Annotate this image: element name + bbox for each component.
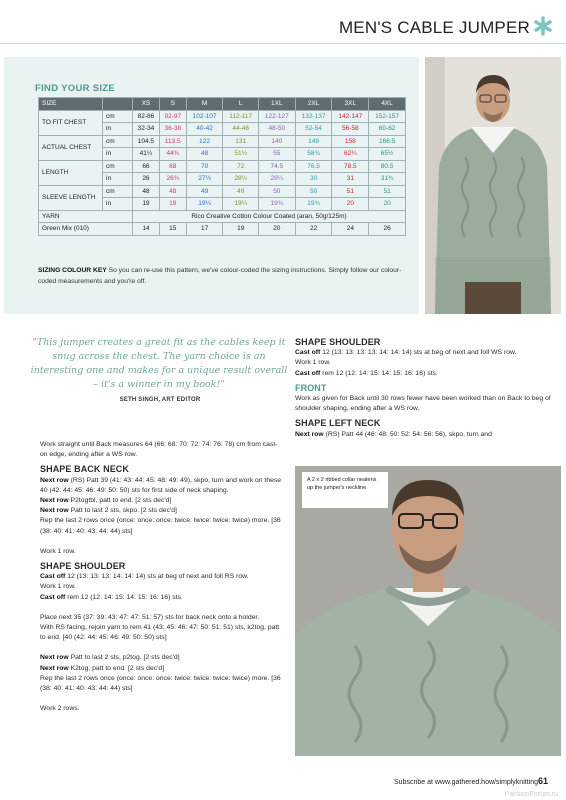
table-cell: 28¼	[223, 173, 258, 186]
table-cell: 122-127	[258, 110, 295, 123]
table-cell: 112-117	[223, 110, 258, 123]
row-label: ACTUAL CHEST	[39, 135, 103, 160]
table-cell: 19	[159, 198, 186, 211]
paragraph: Cast off 12 (13: 13: 13: 13: 14: 14: 14) sts at beg of next and foll WS row.	[295, 349, 517, 357]
table-cell: 22	[295, 223, 332, 236]
table-cell: 19¾	[258, 198, 295, 211]
sizing-colour-key	[38, 265, 410, 287]
table-cell: 74.5	[258, 160, 295, 173]
table-cell: 44¾	[159, 148, 186, 161]
table-header-cell: 3XL	[332, 98, 369, 111]
section-heading: SHAPE SHOULDER	[40, 561, 126, 572]
size-table	[38, 97, 406, 236]
table-cell: 31¾	[369, 173, 406, 186]
paragraph: Cast off rem 12 (12: 14: 15: 14: 15: 16: 16) sts.	[295, 369, 438, 377]
paragraph: Rep the last 2 rows once (once: once: once: twice: twice: twice: twice) more. [36 (38: 40: 41: 40: 43: 44: 44) sts]	[40, 517, 281, 535]
section-heading: FRONT	[295, 382, 327, 393]
table-cell: 51	[332, 185, 369, 198]
table-cell: 31	[332, 173, 369, 186]
table-cell: 62¼	[332, 148, 369, 161]
table-cell: 40-42	[186, 123, 223, 136]
table-cell: 68	[159, 160, 186, 173]
table-cell: 19	[223, 223, 258, 236]
table-cell: 15	[159, 223, 186, 236]
table-cell: 19¼	[186, 198, 223, 211]
table-cell: 113.5	[159, 135, 186, 148]
table-row	[39, 210, 406, 223]
paragraph: Next row Patt to last 2 sts, skpo. [2 sts dec'd]	[40, 507, 177, 515]
paragraph: Cast off rem 12 (12: 14: 15: 14: 15: 16: 16) sts.	[40, 593, 183, 601]
table-cell: 36-38	[159, 123, 186, 136]
table-cell: 60-62	[369, 123, 406, 136]
table-cell: 50	[295, 185, 332, 198]
table-cell: 27½	[186, 173, 223, 186]
table-cell: 50	[258, 185, 295, 198]
table-cell: 20	[369, 198, 406, 211]
table-cell: 17	[186, 223, 223, 236]
sizing-key-text: So you can re-use this pattern, we've colour-coded the sizing instructions. Simply follow our colour-coded measurements and you're off.	[38, 267, 402, 285]
table-cell: 72	[223, 160, 258, 173]
row-label: SLEEVE LENGTH	[39, 185, 103, 210]
paragraph: Rep the last 2 rows once (once: once: once: twice: twice: twice: twice) more. [36 (38: 40: 41: 40: 43: 44: 44) sts]	[40, 674, 281, 693]
paragraph: Work 1 row.	[40, 583, 76, 591]
table-row	[39, 110, 406, 123]
table-cell: 49	[186, 185, 223, 198]
paragraph: Work 1 row.	[40, 547, 76, 555]
row-label: TO FIT CHEST	[39, 110, 103, 135]
table-header-cell	[103, 98, 133, 111]
table-cell: 142-147	[332, 110, 369, 123]
model-illustration	[425, 57, 561, 314]
row-label: Green Mix (010)	[39, 223, 133, 236]
row-label: YARN	[39, 210, 133, 223]
table-cell: 49	[223, 185, 258, 198]
table-cell: 76.5	[295, 160, 332, 173]
paragraph: Next row (RS) Patt 39 (41: 43: 44: 45: 48: 49: 49), skpo, turn and work on these 40 (42: 44: 45: 46: 49: 50: 50) sts for first side of neck shaping.	[40, 476, 282, 494]
page-footer	[394, 776, 548, 786]
table-row	[39, 185, 406, 198]
table-header-cell: S	[159, 98, 186, 111]
unit-cell: in	[103, 173, 133, 186]
table-cell: 20	[332, 198, 369, 211]
paragraph: Next row K2tog, patt to end. [2 sts dec'd]	[40, 664, 165, 672]
table-header-row	[39, 98, 406, 111]
table-cell: 166.5	[369, 135, 406, 148]
table-cell: 24	[332, 223, 369, 236]
paragraph: Place next 35 (37: 39: 43: 47: 47: 51: 57) sts for back neck onto a holder.	[40, 613, 260, 621]
pattern-column-left	[40, 440, 285, 714]
paragraph: Next row (RS) Patt 44 (46: 48: 50: 52: 54: 56: 56), skpo, turn and	[295, 430, 492, 438]
unit-cell: cm	[103, 135, 133, 148]
section-heading: SHAPE BACK NECK	[40, 464, 130, 475]
unit-cell: cm	[103, 185, 133, 198]
table-cell: 30	[295, 173, 332, 186]
section-heading: SHAPE SHOULDER	[295, 337, 381, 347]
paragraph: Cast off 12 (13: 13: 13: 14: 14: 14) sts at beg of next and foll RS row.	[40, 573, 249, 581]
table-cell: 149	[295, 135, 332, 148]
table-cell: 82-86	[133, 110, 160, 123]
unit-cell: cm	[103, 110, 133, 123]
paragraph: Work 2 rows.	[40, 705, 80, 713]
find-size-heading: FIND YOUR SIZE	[35, 83, 116, 94]
table-cell: 14	[133, 223, 160, 236]
table-cell: 58¾	[295, 148, 332, 161]
model-photo-closeup	[295, 466, 561, 756]
table-cell: 41¼	[133, 148, 160, 161]
table-cell: 48	[133, 185, 160, 198]
unit-cell: in	[103, 148, 133, 161]
table-header-cell: 4XL	[369, 98, 406, 111]
table-cell: 56-58	[332, 123, 369, 136]
unit-cell: in	[103, 198, 133, 211]
table-cell: 52-54	[295, 123, 332, 136]
editor-quote: "This jumper creates a great fit as the cables keep it snug across the chest. The yarn choice is an interesting one and makes for a unique result overall – it's a winner in my book!"	[30, 337, 288, 390]
article-title: MEN'S CABLE JUMPER	[338, 18, 530, 37]
table-cell: 48	[159, 185, 186, 198]
table-cell: 32-34	[133, 123, 160, 136]
table-cell: 20	[258, 223, 295, 236]
table-cell: 104.5	[133, 135, 160, 148]
table-row	[39, 135, 406, 148]
table-row	[39, 223, 406, 236]
table-header-cell: 1XL	[258, 98, 295, 111]
table-cell: 102-107	[186, 110, 223, 123]
table-cell: 26¾	[159, 173, 186, 186]
closeup-illustration	[295, 466, 561, 756]
row-label: LENGTH	[39, 160, 103, 185]
watermark: PassionForum.ru	[504, 791, 558, 798]
table-cell: 19¾	[295, 198, 332, 211]
table-header-cell: L	[223, 98, 258, 111]
pattern-column-right	[295, 333, 557, 440]
table-cell: 78.5	[332, 160, 369, 173]
table-cell: 26	[369, 223, 406, 236]
table-cell: 48-50	[258, 123, 295, 136]
unit-cell: in	[103, 123, 133, 136]
paragraph: Work as given for Back until 30 rows fewer have been worked than on Back to beg of shoulder shaping, ending after a WS row.	[295, 395, 551, 413]
table-row	[39, 160, 406, 173]
yarn-description: Rico Creative Cotton Colour Coated (aran, 50g/125m)	[133, 210, 406, 223]
table-cell: 131	[223, 135, 258, 148]
table-cell: 55	[258, 148, 295, 161]
table-cell: 44-46	[223, 123, 258, 136]
header-divider	[0, 43, 566, 44]
table-cell: 29¼	[258, 173, 295, 186]
table-cell: 70	[186, 160, 223, 173]
subscribe-link[interactable]: Subscribe at www.gathered.how/simplyknitting	[394, 779, 538, 786]
table-cell: 140	[258, 135, 295, 148]
table-cell: 51½	[223, 148, 258, 161]
asterisk-icon	[532, 15, 554, 37]
quote-author: SETH SINGH, ART EDITOR	[119, 397, 201, 403]
table-cell: 92-97	[159, 110, 186, 123]
section-heading: SHAPE LEFT NECK	[295, 418, 381, 429]
table-cell: 65½	[369, 148, 406, 161]
table-cell: 132-137	[295, 110, 332, 123]
photo-caption: A 2 x 2 ribbed collar neatens up the jumper's neckline	[302, 472, 388, 508]
unit-cell: cm	[103, 160, 133, 173]
page-number: 61	[537, 776, 548, 786]
table-cell: 66	[133, 160, 160, 173]
table-cell: 26	[133, 173, 160, 186]
sizing-key-title: SIZING COLOUR KEY	[38, 267, 107, 274]
paragraph: Work 1 row.	[295, 359, 331, 367]
table-cell: 80.5	[369, 160, 406, 173]
table-header-cell: SIZE	[39, 98, 103, 111]
paragraph: Next row P2togtbl, patt to end. [2 sts dec'd]	[40, 497, 172, 505]
table-cell: 19	[133, 198, 160, 211]
table-cell: 158	[332, 135, 369, 148]
table-cell: 51	[369, 185, 406, 198]
paragraph: Next row Patt to last 2 sts, p2tog. [2 sts dec'd]	[40, 654, 180, 662]
table-header-cell: M	[186, 98, 223, 111]
table-cell: 122	[186, 135, 223, 148]
table-cell: 152-157	[369, 110, 406, 123]
paragraph: With RS facing, rejoin yarn to rem 41 (43: 45: 46: 47: 50: 51: 51) sts, k2tog, patt to end. [40 (42: 44: 45: 46: 49: 50: 50) sts]	[40, 624, 280, 642]
table-header-cell: 2XL	[295, 98, 332, 111]
paragraph: Work straight until Back measures 64 (66: 68: 70: 72: 74: 76: 78) cm from cast-on edge, ending after a WS row.	[40, 441, 278, 459]
table-cell: 48	[186, 148, 223, 161]
table-header-cell: XS	[133, 98, 160, 111]
table-cell: 19¼	[223, 198, 258, 211]
model-photo-full	[425, 57, 561, 314]
